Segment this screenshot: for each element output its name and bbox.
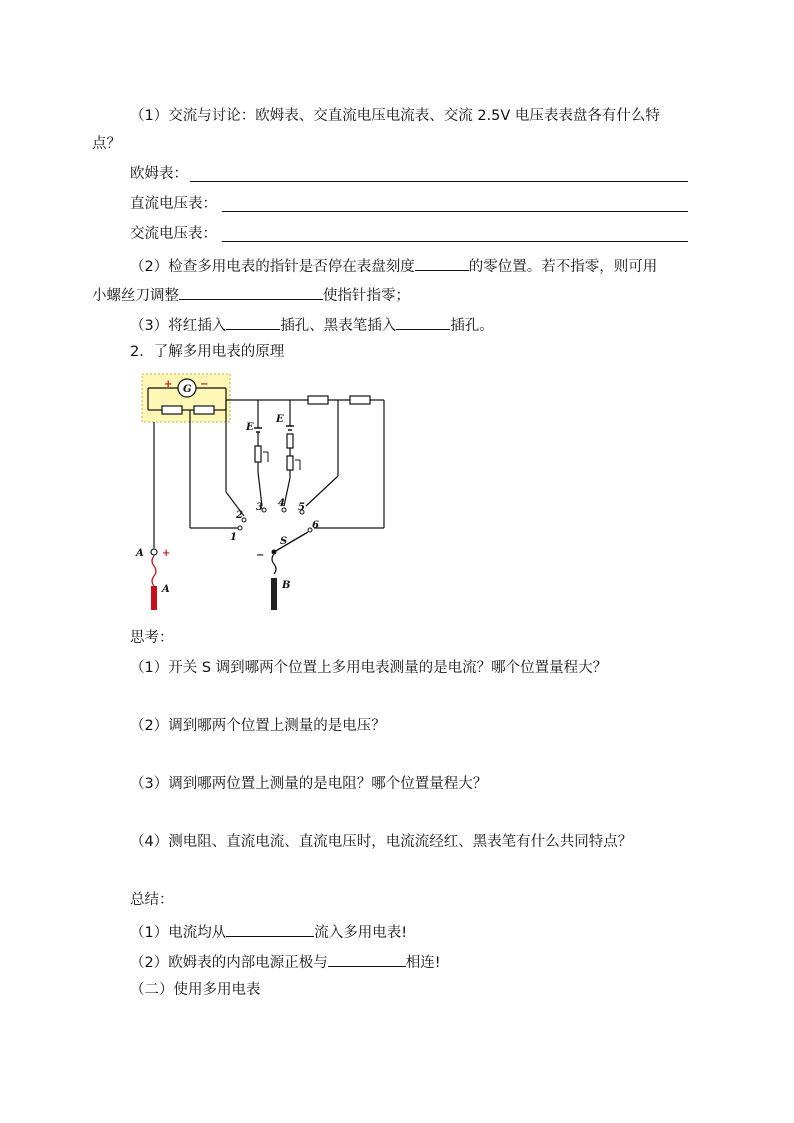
battery-2-icon (287, 434, 293, 448)
emf-2-label: E (276, 414, 284, 425)
summary-s1-b: 流入多用电表! (314, 925, 408, 941)
rheostat-2-icon (287, 456, 293, 470)
summary-title: 总结： (130, 892, 174, 908)
ohm-label: 欧姆表： (130, 166, 188, 182)
think-q4: （4）测电阻、直流电流、直流电压时，电流流经红、黑表笔有什么共同特点？ (130, 834, 633, 850)
summary-s1 (130, 920, 407, 943)
summary-s2-a: （2）欧姆表的内部电源正极与 (130, 955, 328, 971)
section2-title: 2．了解多用电表的原理 (130, 344, 285, 360)
summary-s1-a: （1）电流均从 (130, 925, 227, 941)
pos-1-label: 1 (230, 532, 237, 543)
q1-line1: （1）交流与讨论：欧姆表、交直流电压电流表、交流 2.5V 电压表表盘各有什么特 (130, 108, 660, 124)
contact-1[interactable] (238, 526, 242, 530)
q1-line2: 点？ (92, 136, 121, 152)
red-probe-icon (151, 586, 157, 610)
terminal-a-label: A (136, 548, 144, 559)
pos-5-label: 5 (298, 502, 305, 513)
shunt-resistor-1 (162, 406, 182, 414)
meter-minus: − (200, 379, 209, 390)
q2-line1 (130, 254, 657, 277)
black-probe-icon (271, 578, 277, 610)
meter-plus: + (164, 379, 173, 390)
q2-text-a: （2）检查多用电表的指针是否停在表盘刻度 (130, 259, 415, 275)
q3-text-c: 插孔。 (450, 318, 494, 334)
dc-answer-line[interactable] (222, 211, 688, 212)
ac-answer-line[interactable] (222, 241, 688, 242)
think-title: 思考： (130, 630, 174, 646)
pos-4-label: 4 (278, 498, 285, 509)
part2-heading: （二）使用多用电表 (130, 982, 261, 998)
summary-s2-b: 相连! (405, 955, 441, 971)
rheostat-1-icon (255, 446, 261, 462)
probe-a-label: A (162, 584, 170, 595)
summary-blank-1[interactable] (226, 920, 314, 937)
switch-label: S (280, 536, 288, 547)
think-q1: （1）开关 S 调到哪两个位置上多用电表测量的是电流？哪个位置量程大？ (130, 660, 608, 676)
series-resistor-1 (308, 396, 328, 404)
pos-3-label: 3 (256, 502, 263, 513)
summary-blank-2[interactable] (328, 950, 406, 967)
summary-s2 (130, 950, 441, 973)
emf-1-label: E (246, 422, 254, 433)
q2-line2 (92, 283, 410, 306)
q2-text-d: 使指针指零； (323, 288, 410, 304)
ac-label: 交流电压表： (130, 226, 217, 242)
terminal-a-icon (151, 549, 157, 555)
q3-line (130, 313, 494, 336)
pos-6-label: 6 (312, 520, 319, 531)
think-q2: （2）调到哪两个位置上测量的是电压？ (130, 718, 386, 734)
q2-text-c: 小螺丝刀调整 (92, 288, 179, 304)
think-q3: （3）调到哪两位置上测量的是电阻？哪个位置量程大？ (130, 776, 488, 792)
q3-text-a: （3）将红插入 (130, 318, 227, 334)
q3-blank-1[interactable] (226, 313, 280, 330)
q3-text-b: 插孔、黑表笔插入 (280, 318, 397, 334)
pos-2-label: 2 (236, 510, 243, 521)
terminal-plus: + (162, 548, 171, 559)
switch-minus: − (256, 550, 265, 561)
shunt-resistor-2 (194, 406, 214, 414)
series-resistor-2 (350, 396, 370, 404)
meter-label: G (183, 384, 192, 395)
probe-b-label: B (282, 580, 291, 591)
multimeter-circuit-diagram (130, 366, 400, 616)
q2-blank-2[interactable] (179, 283, 323, 300)
dc-label: 直流电压表： (130, 196, 217, 212)
q3-blank-2[interactable] (396, 313, 450, 330)
ohm-answer-line[interactable] (190, 181, 688, 182)
q2-text-b: 的零位置。若不指零，则可用 (468, 259, 658, 275)
q2-blank-1[interactable] (415, 254, 469, 271)
